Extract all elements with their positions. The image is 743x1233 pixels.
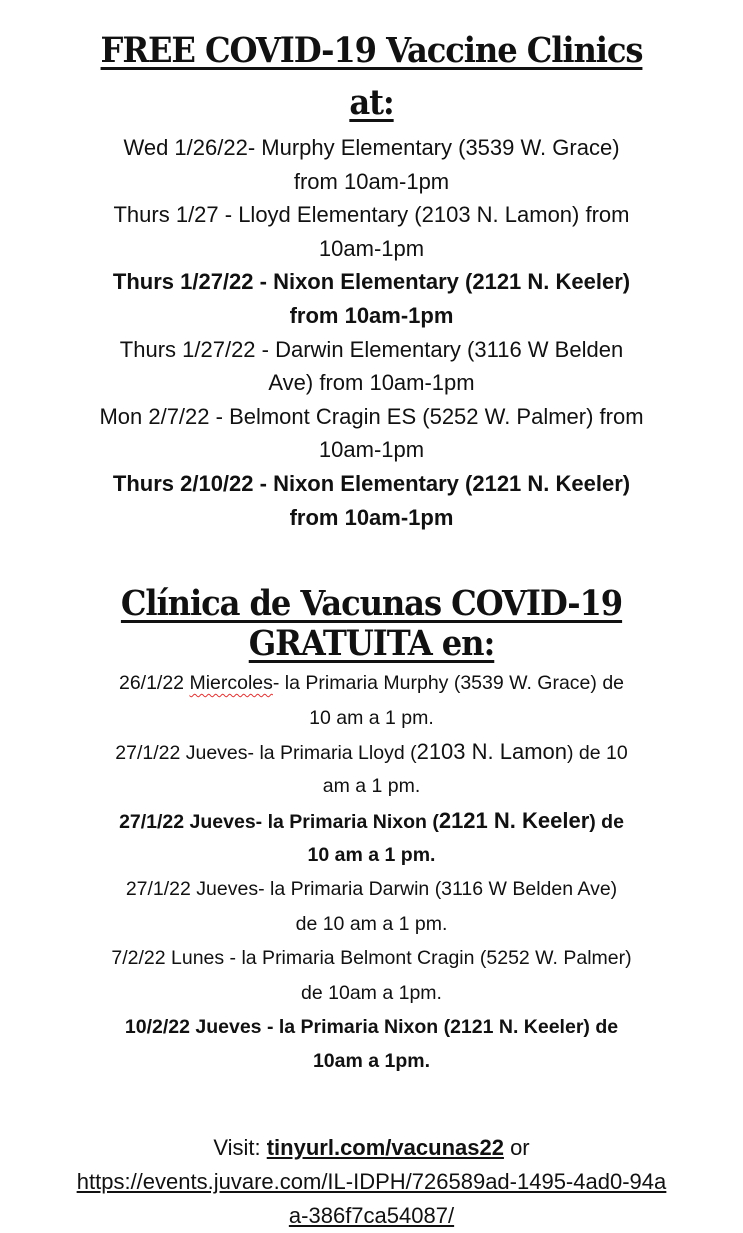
entry-line <box>0 804 743 838</box>
entry-line: 10am-1pm <box>318 235 425 261</box>
line-segment: 27/1/22 Jueves- la Primaria Lloyd ( <box>115 741 417 764</box>
line-segment: 2121 N. Keeler <box>438 807 590 833</box>
spanish-clinic-list <box>0 666 743 1079</box>
or-text: or <box>503 1134 530 1160</box>
entry-line: Thurs 2/10/22 - Nixon Elementary (2121 N. Keeler) <box>112 470 631 496</box>
entry-line: 10am a 1pm. <box>312 1050 431 1073</box>
entry-line: de 10am a 1pm. <box>301 981 442 1004</box>
visit-label: Visit: <box>213 1134 267 1160</box>
entry-line: from 10am-1pm <box>289 302 454 328</box>
clinic-entry <box>0 872 743 941</box>
tinyurl-link[interactable]: tinyurl.com/vacunas22 <box>266 1134 504 1160</box>
line-segment: ) de 10 <box>567 741 628 764</box>
clinic-entry <box>0 1010 743 1079</box>
clinic-entry <box>0 941 743 1010</box>
clinic-entry <box>0 131 743 198</box>
link-line[interactable]: a-386f7ca54087/ <box>288 1202 455 1228</box>
spanish-title <box>0 584 743 664</box>
entry-line: from 10am-1pm <box>289 504 454 530</box>
line-segment: 27/1/22 Jueves- la Primaria Nixon ( <box>119 810 439 833</box>
link-line[interactable]: https://events.juvare.com/IL-IDPH/726589ad-1495-4ad0-94a <box>76 1168 667 1194</box>
clinic-entry <box>0 400 743 467</box>
entry-line: from 10am-1pm <box>293 168 450 194</box>
entry-line: de 10 am a 1 pm. <box>295 912 448 935</box>
line-segment: ) de <box>589 810 624 833</box>
clinic-entry <box>0 333 743 400</box>
entry-line: Mon 2/7/22 - Belmont Cragin ES (5252 W. Palmer) from <box>99 403 644 429</box>
clinic-entry <box>0 198 743 265</box>
title-line: at: <box>349 82 394 123</box>
entry-line: Thurs 1/27/22 - Darwin Elementary (3116 W Belden <box>119 336 624 362</box>
clinic-entry <box>0 804 743 873</box>
entry-line: 10am-1pm <box>318 437 425 463</box>
english-title <box>0 27 743 127</box>
line-segment: - la Primaria Murphy (3539 W. Grace) de <box>272 672 625 695</box>
title-line: FREE COVID-19 Vaccine Clinics <box>100 30 643 71</box>
entry-line: 7/2/22 Lunes - la Primaria Belmont Cragin (5252 W. Palmer) <box>111 947 632 970</box>
entry-line: 10/2/22 Jueves - la Primaria Nixon (2121 N. Keeler) de <box>124 1016 619 1039</box>
line-segment: Miercoles <box>189 672 273 695</box>
line-segment: 26/1/22 <box>118 672 190 695</box>
line-segment: 2103 N. Lamon <box>416 738 568 764</box>
entry-line: 10 am a 1 pm. <box>309 706 434 729</box>
english-clinic-list <box>0 131 743 534</box>
entry-line: 27/1/22 Jueves- la Primaria Darwin (3116 W Belden Ave) <box>125 878 618 901</box>
title-line: Clínica de Vacunas COVID-19 <box>120 583 623 625</box>
title-line: GRATUITA en: <box>248 623 495 665</box>
entry-line: Thurs 1/27/22 - Nixon Elementary (2121 N. Keeler) <box>112 269 631 295</box>
entry-line: am a 1 pm. <box>322 775 421 798</box>
entry-line: 10 am a 1 pm. <box>307 844 436 867</box>
entry-line: Thurs 1/27 - Lloyd Elementary (2103 N. Lamon) from <box>113 202 630 228</box>
entry-line: Ave) from 10am-1pm <box>268 370 475 396</box>
entry-line <box>0 666 743 700</box>
clinic-entry <box>0 666 743 735</box>
entry-line <box>0 735 743 769</box>
clinic-entry <box>0 467 743 534</box>
clinic-entry <box>0 265 743 332</box>
visit-section <box>0 1131 743 1233</box>
entry-line: Wed 1/26/22- Murphy Elementary (3539 W. Grace) <box>123 135 620 160</box>
clinic-entry <box>0 735 743 804</box>
juvare-link[interactable] <box>0 1165 743 1233</box>
